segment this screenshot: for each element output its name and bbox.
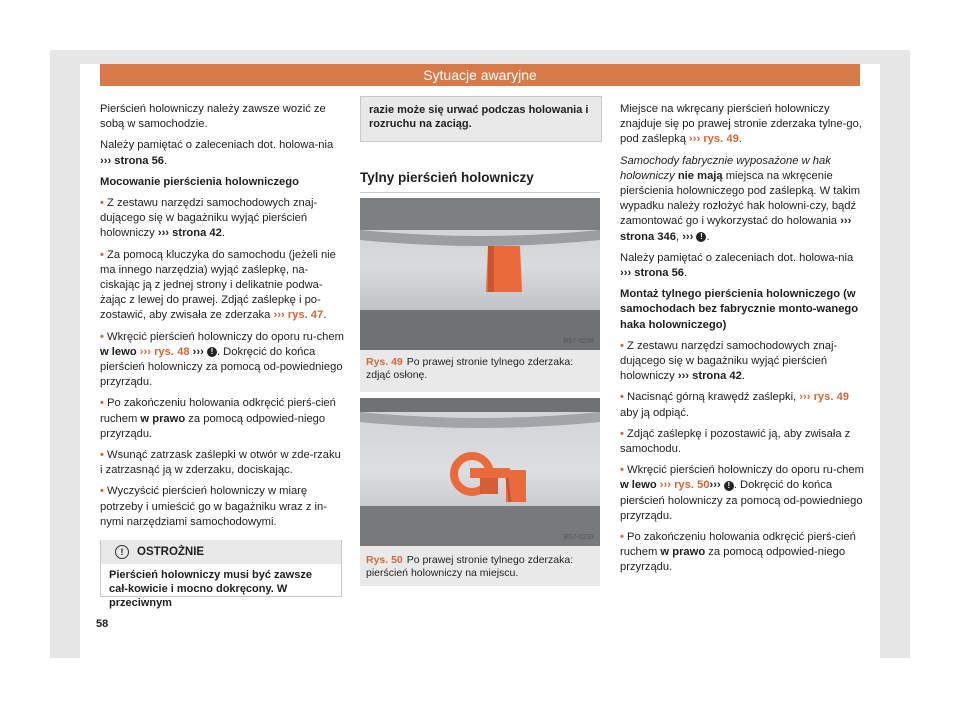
- warning-title: OSTROŻNIE: [137, 546, 205, 558]
- towing-eye-image: [360, 398, 600, 546]
- caption-text: Po prawej stronie tylnego zderzaka: zdjąć osłonę.: [366, 356, 574, 381]
- figure-label: Rys. 50: [366, 554, 403, 566]
- bullet-item: • Wkręcić pierścień holowniczy do oporu ru-chem w lewo ››› rys. 50››› ! . Dokręcić do końca pierścień holowniczy za pomocą od-powiedniego przyrządu.: [620, 464, 864, 522]
- warning-box-continued: [360, 96, 602, 142]
- warning-dot-icon: !: [724, 481, 734, 491]
- text: Z zestawu narzędzi samochodowych znaj-dującego się w bagażniku wyjąć pierścień holowniczy: [100, 197, 318, 240]
- link-fig-48[interactable]: ››› rys. 48: [139, 345, 190, 358]
- link-page-56[interactable]: ››› strona 56: [100, 154, 165, 167]
- warning-box: [100, 540, 342, 609]
- bumper-cover-image: [360, 198, 600, 350]
- text: Wyczyścić pierścień holowniczy w miarę potrzeby i umieścić go w bagażniku wraz z in-nymi narzędziami samochodowymi.: [100, 485, 327, 528]
- bullet-item: • Wyczyścić pierścień holowniczy w miarę potrzeby i umieścić go w bagażniku wraz z in-nymi narzędziami samochodowymi.: [100, 485, 327, 528]
- text: za pomocą odpowied-niego przyrządu.: [620, 546, 846, 574]
- link-fig-49[interactable]: ››› rys. 49: [689, 133, 739, 146]
- bullet-item: • Zdjąć zaślepkę i pozostawić ją, aby zwisała z samochodu.: [620, 427, 851, 456]
- text-italic: Samochody fabrycznie wyposażone w hak holowniczy: [620, 154, 831, 182]
- bullet-item: • Nacisnąć górną krawędź zaślepki, ››› rys. 49 aby ją odpiąć.: [620, 391, 850, 419]
- link-page-56[interactable]: ››› strona 56: [620, 267, 685, 280]
- link-page-42[interactable]: ››› strona 42: [157, 227, 222, 240]
- text-bold: w prawo: [140, 412, 186, 425]
- bullet-item: • Po zakończeniu holowania odkręcić pierś-cień ruchem w prawo za pomocą odpowied-niego przyrządu.: [100, 397, 336, 440]
- paragraph: Miejsce na wkręcany pierścień holowniczy znajduje się po prawej stronie zderzaka tylne-go, pod zaślepką ››› rys. 49.: [620, 103, 862, 146]
- text-bold: w lewo: [620, 479, 657, 492]
- link-warning[interactable]: ›››: [682, 230, 694, 243]
- text: za pomocą odpowied-niego przyrządu.: [100, 412, 326, 440]
- warning-dot-icon: !: [207, 347, 217, 357]
- bullet-item: • Wkręcić pierścień holowniczy do oporu ru-chem w lewo ››› rys. 48 ››› ! . Dokręcić do końca pierścień holowniczy za pomocą od-powiedniego przyrządu.: [100, 330, 344, 389]
- column-left: [100, 102, 345, 536]
- warning-text-continued: razie może się urwać podczas holowania i rozruchu na zaciąg.: [369, 104, 589, 130]
- text: Za pomocą kluczyka do samochodu (jeżeli nie ma innego narzędzia) wyjąć zaślepkę, na-ciskając ją z jednej strony i delikatnie podwa-żając z lewej do prawej. Zdjąć zaślepkę i po-zostawić, aby zwisała ze zderzaka: [100, 248, 336, 322]
- text: Pierścień holowniczy należy zawsze wozić ze sobą w samochodzie.: [100, 103, 326, 131]
- figure-code: B57-0234: [563, 338, 594, 345]
- link-fig-50[interactable]: ››› rys. 50: [659, 479, 710, 492]
- warning-header: [101, 540, 341, 564]
- heading-mount: Mocowanie pierścienia holowniczego: [100, 175, 299, 188]
- text: Z zestawu narzędzi samochodowych znaj-dującego się w bagażniku wyjąć pierścień holowniczy: [620, 339, 838, 383]
- text-bold: w lewo: [100, 345, 137, 358]
- link-warning[interactable]: ›››: [192, 345, 204, 358]
- figure-50: [360, 398, 600, 586]
- figure-code: B57-0233: [563, 534, 594, 541]
- text: Nacisnąć górną krawędź zaślepki,: [627, 391, 797, 404]
- warning-text: Pierścień holowniczy musi być zawsze cał-kowicie i mocno dokręcony. W przeciwnym: [109, 569, 312, 609]
- warning-icon: !: [115, 545, 129, 559]
- text: Wkręcić pierścień holowniczy do oporu ru-chem: [107, 330, 344, 343]
- text: . Dokręcić do końca pierścień holowniczy za pomocą od-powiedniego przyrządu.: [100, 345, 343, 389]
- bullet-item: • Wsunąć zatrzask zaślepki w otwór w zde-rzaku i zatrzasnąć ją w zderzaku, dociskając.: [100, 449, 341, 477]
- link-page-346[interactable]: ››› strona 346: [620, 215, 852, 243]
- text: Należy pamiętać o zaleceniach dot. holowa-nia: [620, 251, 854, 264]
- text: Należy pamiętać o zaleceniach dot. holowa-nia: [100, 139, 334, 152]
- figure-caption: [366, 554, 594, 580]
- warning-dot-icon: !: [696, 232, 706, 242]
- text-bold: w prawo: [660, 546, 706, 559]
- link-fig-47[interactable]: ››› rys. 47: [273, 309, 324, 322]
- bullet-item: • Z zestawu narzędzi samochodowych znaj-dującego się w bagażniku wyjąć pierścień holowniczy ››› strona 42.: [620, 339, 838, 383]
- figure-49: [360, 198, 600, 392]
- text: aby ją odpiąć.: [620, 406, 690, 419]
- text: Po zakończeniu holowania odkręcić pierś-cień ruchem: [620, 531, 856, 559]
- link-warning[interactable]: ›››: [709, 479, 721, 492]
- paragraph: Samochody fabrycznie wyposażone w hak holowniczy nie mają miejsca na wkręcenie pierścienia holowniczego pod zaślepką. W takim wypadku należy rozłożyć hak holowni-czy, bądź zamontować go i wykorzystać do holowania ››› strona 346, ››› ! .: [620, 154, 861, 243]
- paragraph: [100, 102, 345, 132]
- paragraph: Należy pamiętać o zaleceniach dot. holowa-nia ››› strona 56.: [620, 251, 854, 280]
- text: miejsca na wkręcenie pierścienia holowniczego pod zaślepką. W takim wypadku należy rozłożyć hak holowni-czy, bądź zamontować go i wykorzystać do holowania: [620, 169, 861, 228]
- bullet-item: • Za pomocą kluczyka do samochodu (jeżeli nie ma innego narzędzia) wyjąć zaślepkę, na-ciskając ją z jednej strony i delikatnie podwa-żając z lewej do prawej. Zdjąć zaślepkę i po-zostawić, aby zwisała ze zderzaka ››› rys. 47.: [100, 248, 336, 322]
- page-header: Sytuacje awaryjne: [100, 64, 860, 86]
- text: Miejsce na wkręcany pierścień holowniczy znajduje się po prawej stronie zderzaka tylne-go, pod zaślepką: [620, 103, 862, 146]
- text: Wkręcić pierścień holowniczy do oporu ru-chem: [627, 464, 864, 477]
- figure-caption: [366, 356, 594, 382]
- link-page-42[interactable]: ››› strona 42: [677, 370, 742, 383]
- heading-rear-mount: Montaż tylnego pierścienia holowniczego (w samochodach bez fabrycznie monto-wanego haka holowniczego): [620, 288, 859, 331]
- caption-text: Po prawej stronie tylnego zderzaka: pierścień holowniczy na miejscu.: [366, 554, 574, 579]
- section-title: Tylny pierścień holowniczy: [360, 170, 534, 185]
- text: . Dokręcić do końca pierścień holowniczy za pomocą od-powiedniego przyrządu.: [620, 479, 863, 522]
- link-fig-49[interactable]: ››› rys. 49: [799, 391, 850, 404]
- figure-label: Rys. 49: [366, 356, 403, 368]
- column-right: [620, 102, 865, 582]
- page-number: 58: [96, 618, 109, 630]
- text-bold: nie mają: [677, 169, 723, 182]
- divider: [360, 192, 600, 193]
- text: Wsunąć zatrzask zaślepki w otwór w zde-rzaku i zatrzasnąć ją w zderzaku, dociskając.: [100, 449, 341, 477]
- text: Zdjąć zaślepkę i pozostawić ją, aby zwisała z samochodu.: [620, 427, 851, 456]
- text: Po zakończeniu holowania odkręcić pierś-cień ruchem: [100, 397, 336, 425]
- bullet-item: • Po zakończeniu holowania odkręcić pierś-cień ruchem w prawo za pomocą odpowied-niego przyrządu.: [620, 531, 856, 574]
- bullet-item: • Z zestawu narzędzi samochodowych znaj-dującego się w bagażniku wyjąć pierścień holowniczy ››› strona 42.: [100, 197, 318, 240]
- paragraph: Należy pamiętać o zaleceniach dot. holowa-nia ››› strona 56.: [100, 139, 334, 167]
